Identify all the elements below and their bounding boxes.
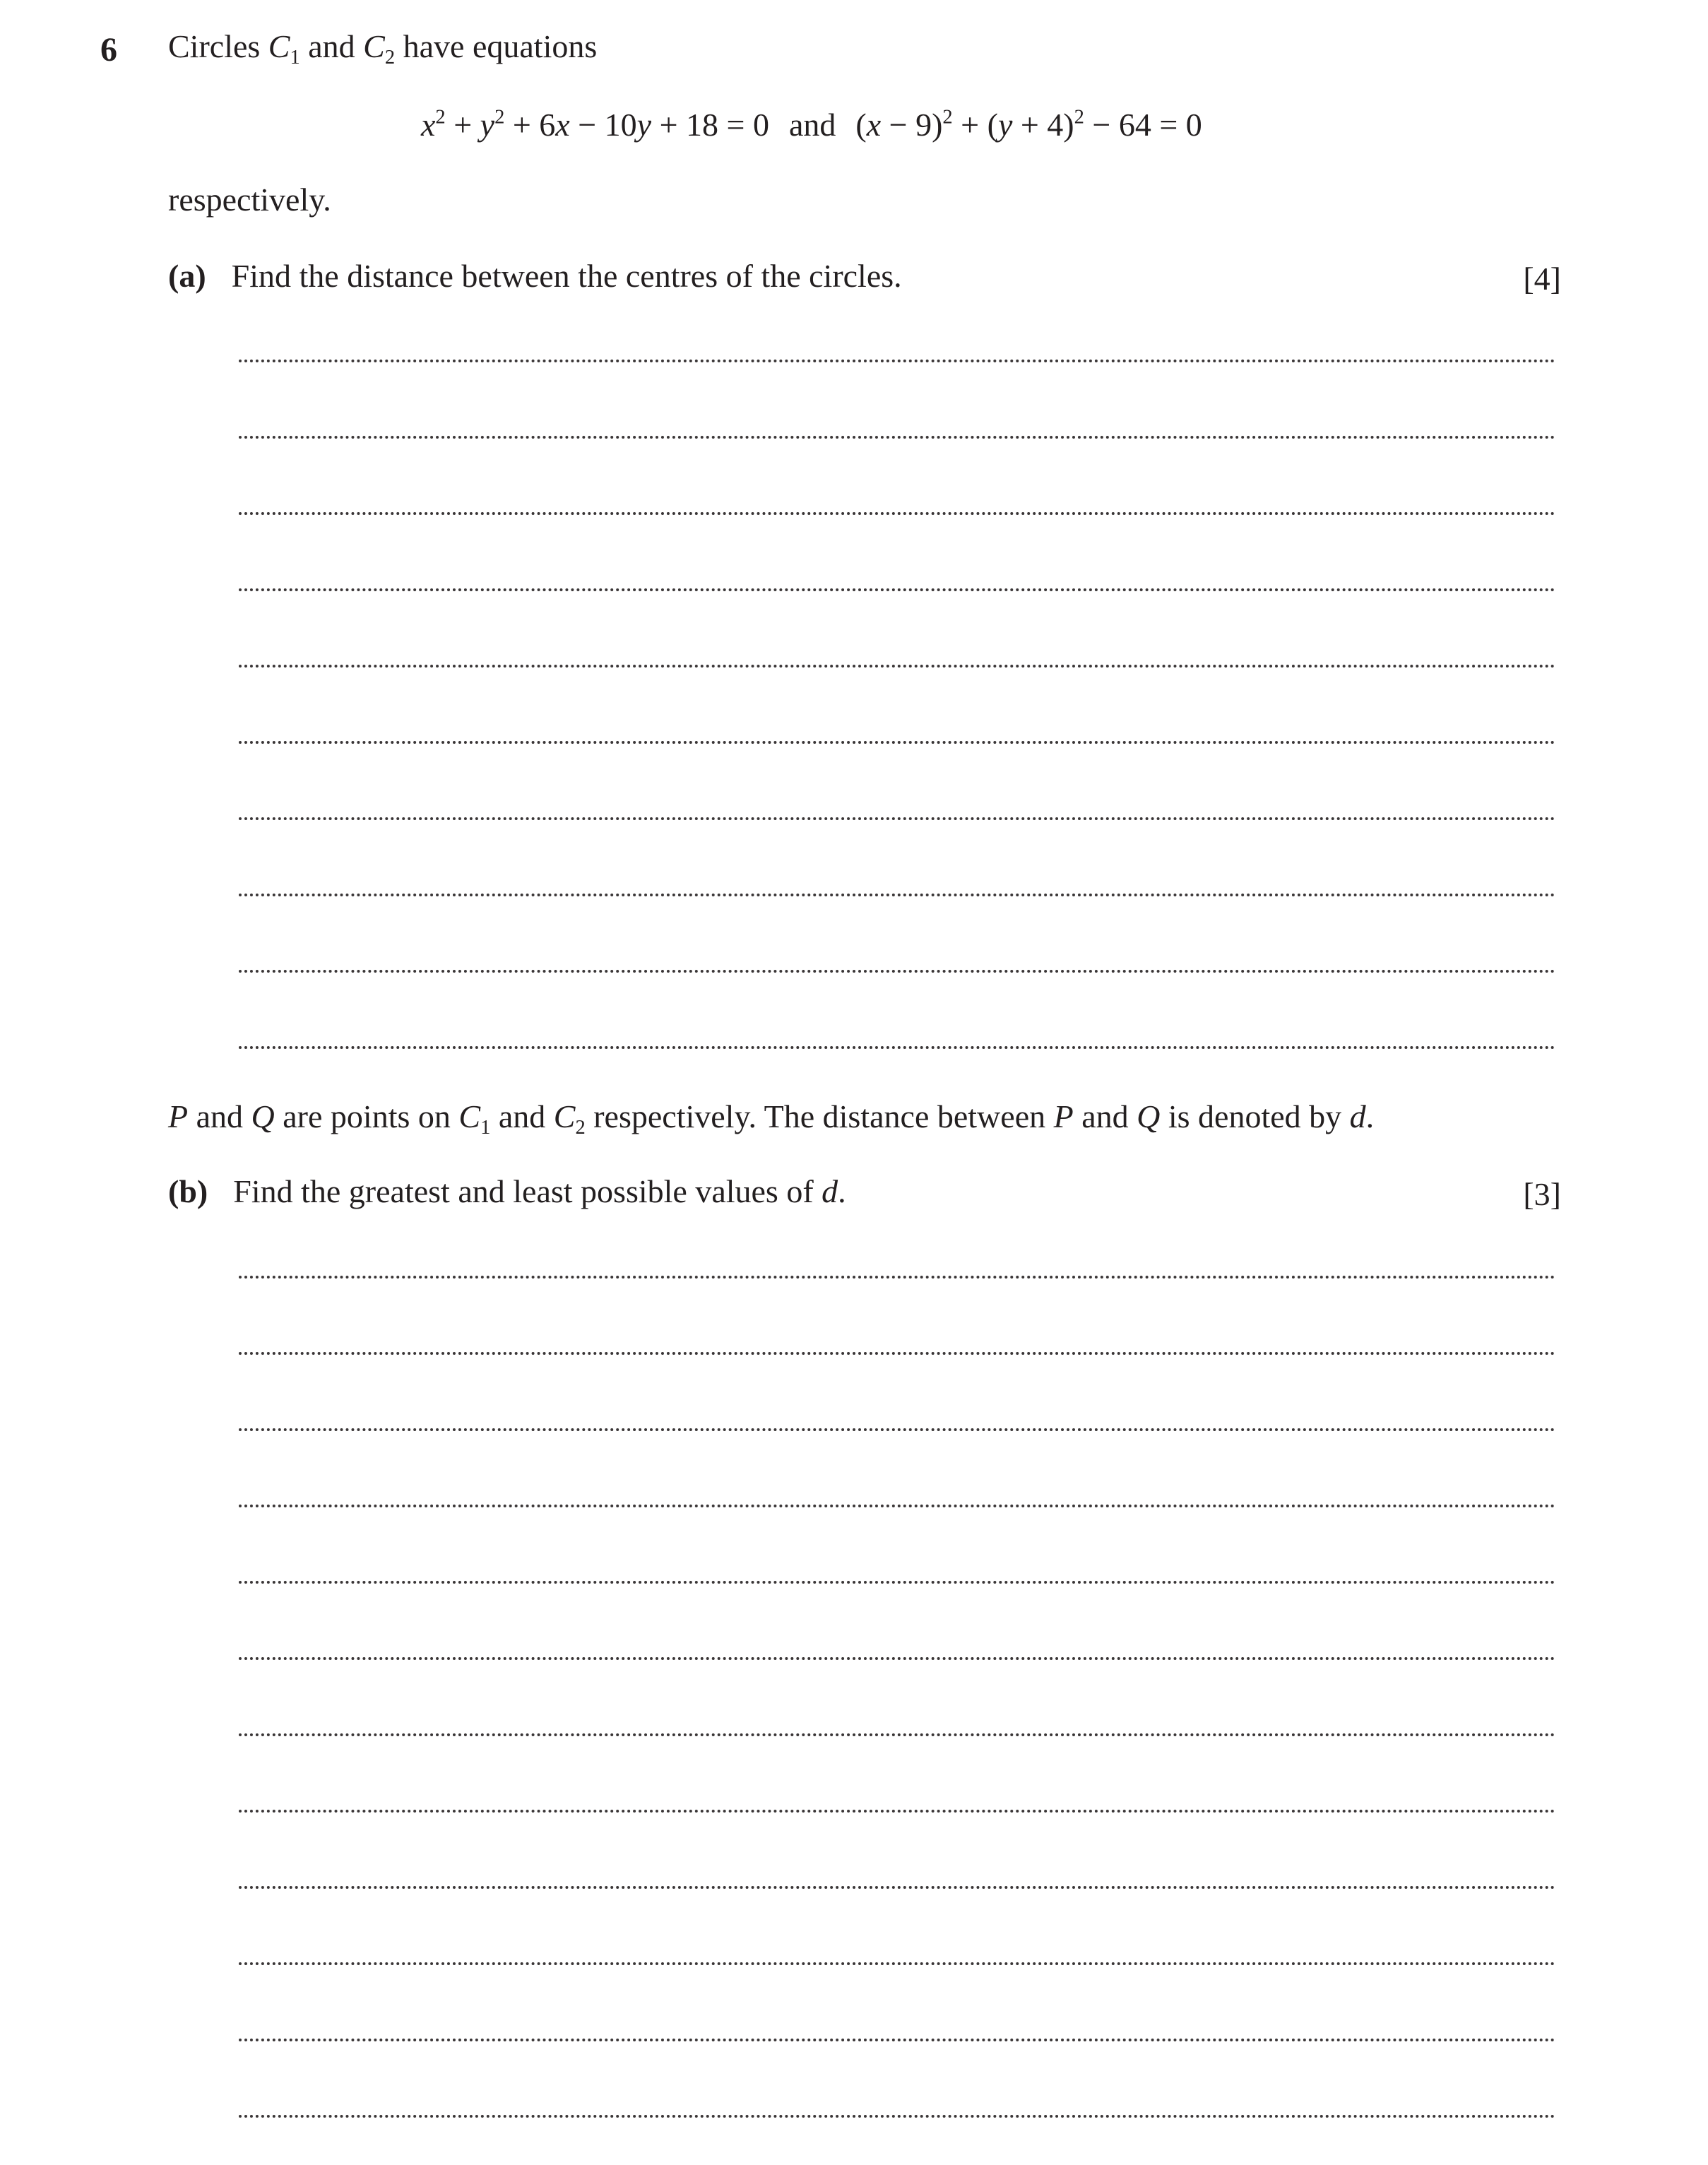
eq-op: + 4) bbox=[1012, 107, 1074, 143]
part-a-answer-line[interactable] bbox=[239, 588, 1555, 591]
pq-text: . bbox=[1365, 1098, 1375, 1134]
part-a-answer-line[interactable] bbox=[239, 894, 1555, 896]
pq-text: is denoted by bbox=[1160, 1098, 1350, 1134]
stem-text: and bbox=[300, 28, 364, 64]
eq-var-x: x bbox=[421, 107, 436, 143]
eq-op: + 18 = 0 bbox=[651, 107, 769, 143]
pq-text: and bbox=[1073, 1098, 1137, 1134]
part-b-question bbox=[168, 1175, 846, 1208]
respectively-text: respectively. bbox=[168, 182, 331, 218]
subscript-1: 1 bbox=[290, 47, 300, 69]
part-b-answer-line[interactable] bbox=[239, 1886, 1555, 1889]
part-a-answer-line[interactable] bbox=[239, 1046, 1555, 1049]
point-p: P bbox=[168, 1098, 189, 1134]
part-b-answer-line[interactable] bbox=[239, 1657, 1555, 1660]
point-q: Q bbox=[251, 1098, 275, 1134]
circle-c1-symbol: C bbox=[458, 1098, 481, 1134]
stem-text: Circles bbox=[168, 28, 268, 64]
eq-op: ( bbox=[855, 107, 867, 143]
part-a-question bbox=[168, 260, 902, 292]
distance-d: d bbox=[822, 1173, 838, 1209]
eq-var-x: x bbox=[555, 107, 570, 143]
part-b-answer-line[interactable] bbox=[239, 1733, 1555, 1736]
circle-c2-symbol: C bbox=[553, 1098, 576, 1134]
subscript-2: 2 bbox=[384, 47, 396, 69]
part-a-answer-line[interactable] bbox=[239, 665, 1555, 668]
pq-text: respectively. The distance between bbox=[585, 1098, 1054, 1134]
part-a-label: (a) bbox=[168, 258, 206, 294]
part-a-answer-line[interactable] bbox=[239, 817, 1555, 820]
circle-equations bbox=[421, 106, 1202, 143]
part-b-answer-line[interactable] bbox=[239, 1962, 1555, 1965]
question-number: 6 bbox=[100, 31, 117, 69]
question-stem bbox=[168, 28, 598, 69]
part-b-end: . bbox=[838, 1173, 846, 1209]
eq-op: − 64 = 0 bbox=[1084, 107, 1202, 143]
eq-op: − 10 bbox=[569, 107, 637, 143]
part-b-marks: [3] bbox=[1523, 1176, 1561, 1212]
part-b-answer-line[interactable] bbox=[239, 1428, 1555, 1431]
eq-and: and bbox=[788, 107, 836, 143]
point-p: P bbox=[1053, 1098, 1074, 1134]
point-q: Q bbox=[1137, 1098, 1161, 1134]
part-a-answer-line[interactable] bbox=[239, 436, 1555, 439]
eq-var-x: x bbox=[866, 107, 882, 143]
eq-var-y: y bbox=[636, 107, 652, 143]
eq-var-y: y bbox=[997, 107, 1013, 143]
eq-op: + 6 bbox=[504, 107, 556, 143]
part-b-answer-line[interactable] bbox=[239, 1810, 1555, 1813]
circle-c1-symbol: C bbox=[268, 28, 290, 64]
pq-statement bbox=[168, 1098, 1375, 1139]
part-b-text: Find the greatest and least possible values of bbox=[233, 1173, 822, 1209]
part-b-answer-line[interactable] bbox=[239, 1352, 1555, 1355]
part-a-answer-line[interactable] bbox=[239, 360, 1555, 362]
eq-exponent: 2 bbox=[1074, 106, 1084, 129]
part-b-answer-line[interactable] bbox=[239, 1581, 1555, 1584]
part-b-answer-line[interactable] bbox=[239, 1276, 1555, 1279]
stem-text: have equations bbox=[395, 28, 598, 64]
distance-d: d bbox=[1349, 1098, 1366, 1134]
eq-exponent: 2 bbox=[942, 106, 953, 129]
circle-c2-symbol: C bbox=[363, 28, 385, 64]
pq-text: are points on bbox=[274, 1098, 459, 1134]
part-b-answer-line[interactable] bbox=[239, 2039, 1555, 2041]
part-a-answer-line[interactable] bbox=[239, 970, 1555, 973]
subscript-2: 2 bbox=[575, 1117, 586, 1139]
eq-exponent: 2 bbox=[435, 106, 446, 129]
pq-text: and bbox=[188, 1098, 251, 1134]
part-a-text: Find the distance between the centres of the circles. bbox=[231, 258, 902, 294]
part-a-answer-line[interactable] bbox=[239, 512, 1555, 515]
pq-text: and bbox=[490, 1098, 554, 1134]
part-a-answer-line[interactable] bbox=[239, 741, 1555, 744]
part-b-label: (b) bbox=[168, 1173, 208, 1209]
eq-exponent: 2 bbox=[494, 106, 505, 129]
part-b-answer-line[interactable] bbox=[239, 2115, 1555, 2118]
eq-op: + ( bbox=[952, 107, 998, 143]
subscript-1: 1 bbox=[480, 1117, 491, 1139]
part-a-marks: [4] bbox=[1523, 261, 1561, 297]
eq-op: − 9) bbox=[881, 107, 943, 143]
part-b-answer-line[interactable] bbox=[239, 1505, 1555, 1507]
eq-var-y: y bbox=[480, 107, 495, 143]
eq-op: + bbox=[445, 107, 480, 143]
